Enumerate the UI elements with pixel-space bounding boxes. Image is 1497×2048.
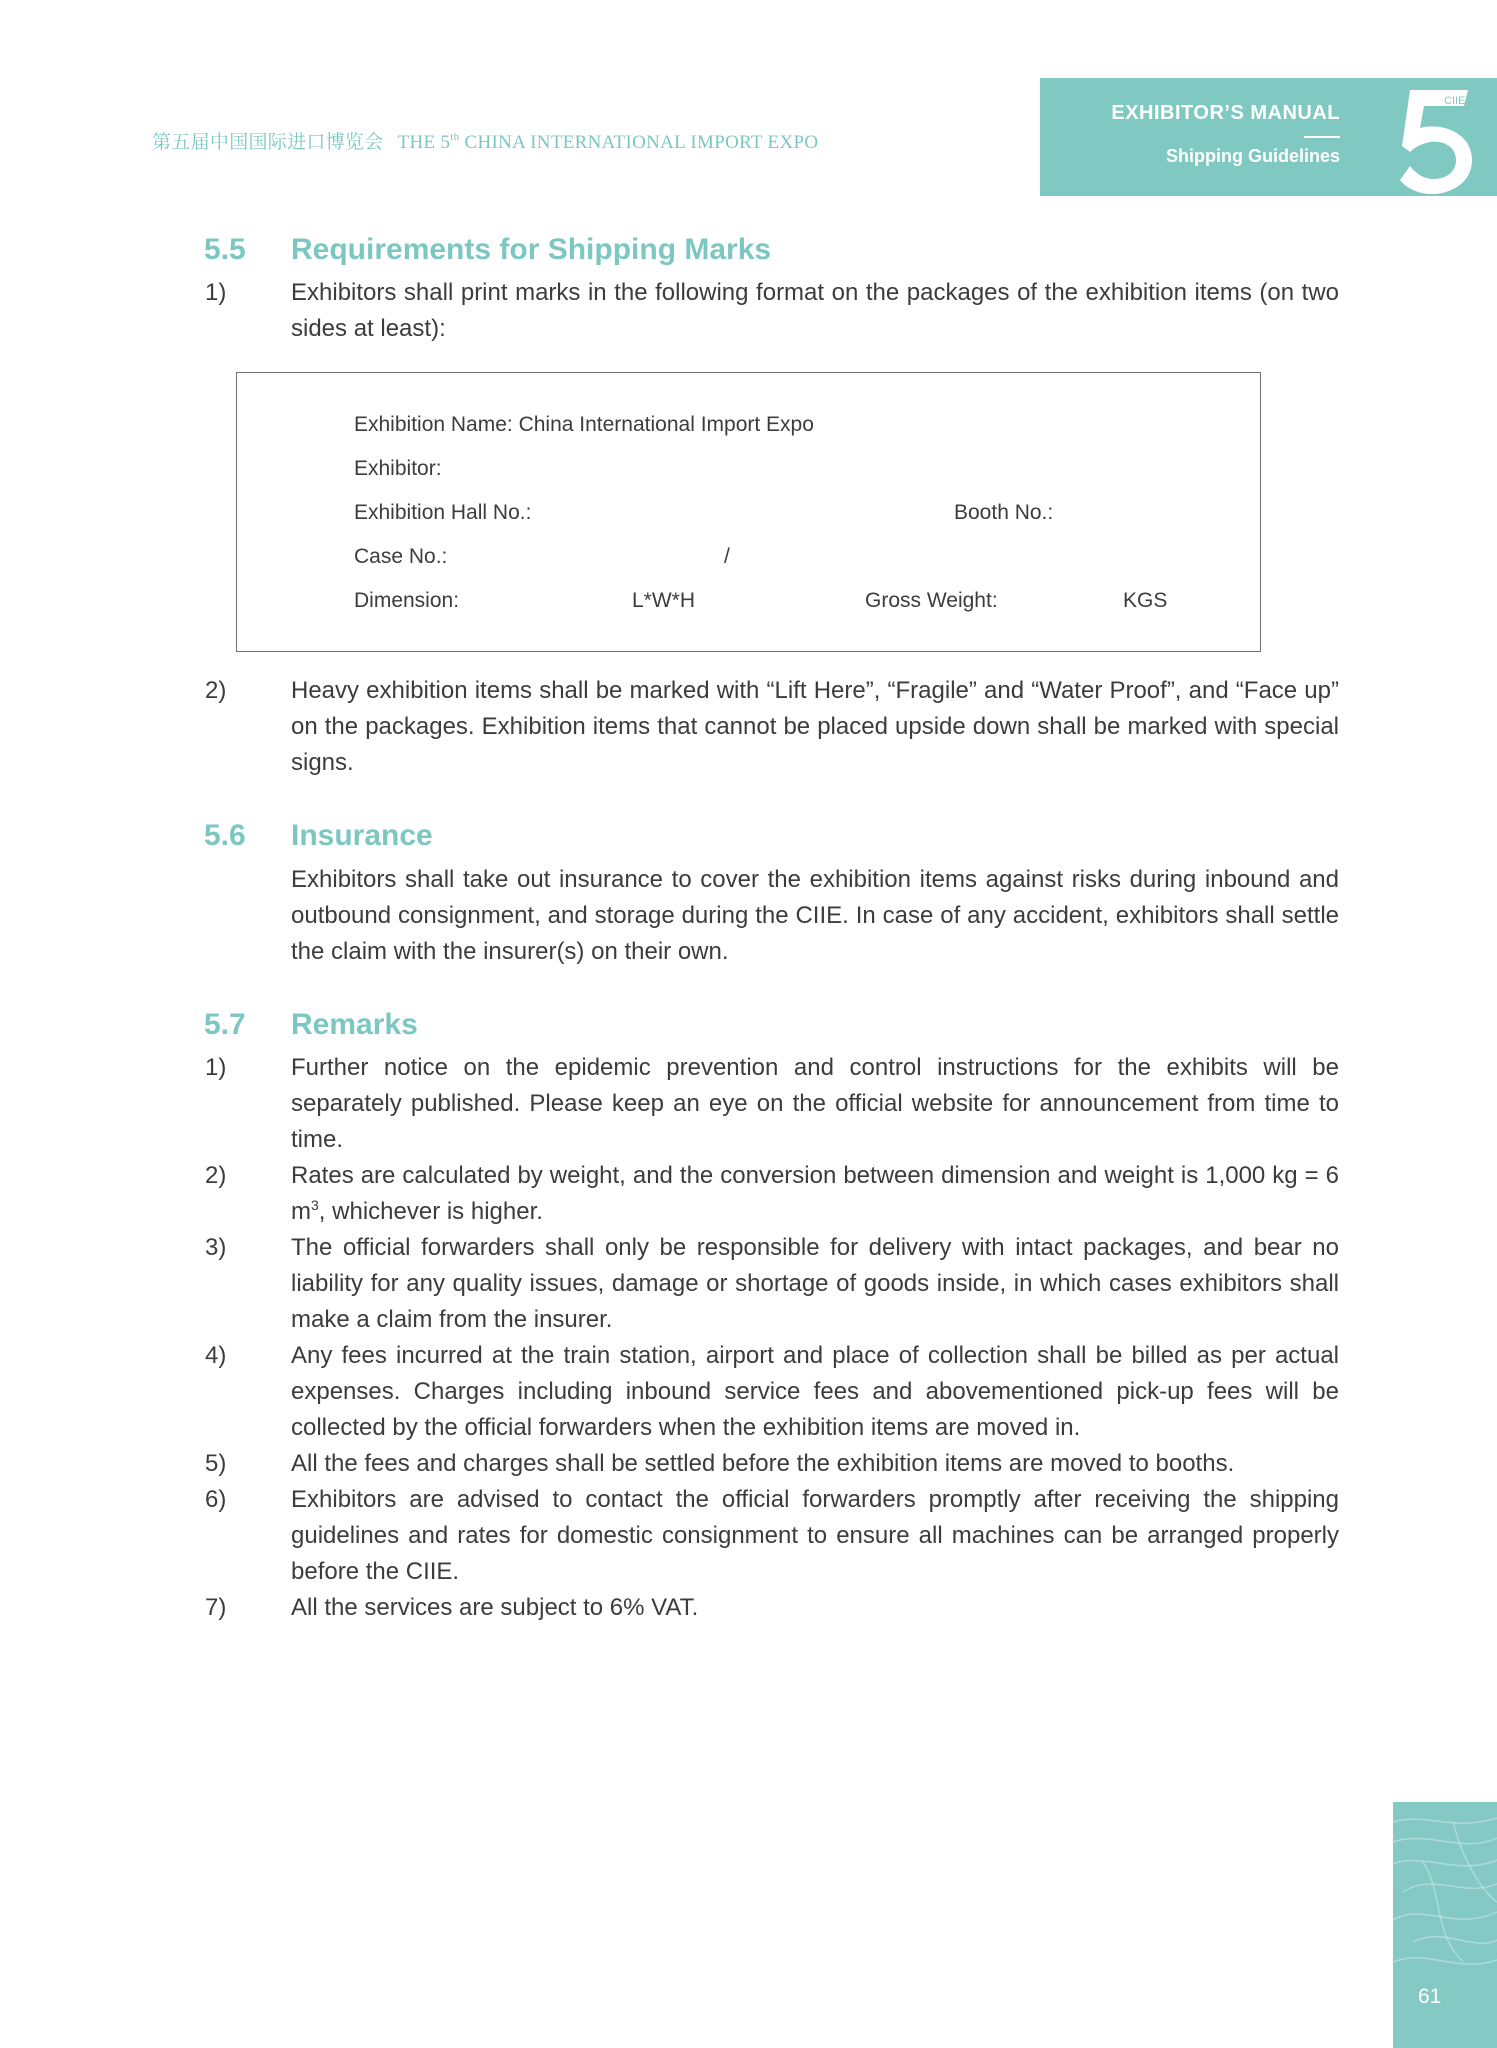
list-item-text: All the services are subject to 6% VAT. <box>291 1594 699 1621</box>
rate-text-pre: Rates are calculated by weight, and the conversion between dimension and weight is 1,000 kg = 6 m <box>291 1162 1339 1225</box>
list-item-text: All the fees and charges shall be settled before the exhibition items are moved to booths. <box>291 1450 1235 1477</box>
section-number-5-5: 5.5 <box>204 233 246 266</box>
terrace-pattern-icon <box>1393 1802 1497 2048</box>
manual-subtitle: Shipping Guidelines <box>1165 146 1340 166</box>
ciie-5-logo-icon <box>1380 82 1492 194</box>
list-number: 5) <box>205 1450 227 1477</box>
mark-exhibition-name: Exhibition Name: China International Import Expo <box>354 413 814 436</box>
list-number: 2) <box>205 1162 227 1189</box>
list-item-text: Heavy exhibition items shall be marked with “Lift Here”, “Fragile” and “Water Proof”, and “Face up” on the packages. Exhibition items that cannot be placed upside down shall be marked with special signs. <box>291 677 1339 776</box>
mark-hall-label: Exhibition Hall No.: <box>354 501 532 524</box>
header-en-title-pre: THE 5 <box>397 132 451 153</box>
shipping-mark-template <box>236 372 1261 652</box>
page-number: 61 <box>1418 1985 1442 2008</box>
header-manual-box <box>1040 78 1497 196</box>
mark-kgs-label: KGS <box>1123 589 1168 612</box>
list-number: 3) <box>205 1234 227 1261</box>
mark-dimension-label: Dimension: <box>354 589 460 612</box>
section-number-5-6: 5.6 <box>204 819 246 852</box>
header-expo-title <box>152 127 818 154</box>
list-number: 6) <box>205 1486 227 1513</box>
header-divider <box>1304 136 1340 138</box>
list-number: 1) <box>205 1054 227 1081</box>
list-number: 4) <box>205 1342 227 1369</box>
section-title-shipping-marks: Requirements for Shipping Marks <box>291 233 772 266</box>
list-item-text: Further notice on the epidemic prevention and control instructions for the exhibits will be separately published. Please keep an eye on the official website for announcement from time to time. <box>291 1054 1339 1153</box>
mark-booth-label: Booth No.: <box>954 501 1054 524</box>
section-title-remarks: Remarks <box>291 1008 418 1041</box>
mark-case-slash: / <box>724 545 730 568</box>
logo-text: CIIE <box>1444 95 1466 107</box>
list-item-text <box>291 1158 1339 1230</box>
manual-title: EXHIBITOR’S MANUAL <box>1111 102 1340 124</box>
header-en-title-sup: th <box>450 131 460 143</box>
rate-text-post: , whichever is higher. <box>318 1198 543 1225</box>
corner-decoration <box>1393 1802 1497 2048</box>
section-title-insurance: Insurance <box>291 819 433 852</box>
header-en-title-post: CHINA INTERNATIONAL IMPORT EXPO <box>459 132 819 153</box>
mark-case-label: Case No.: <box>354 545 448 568</box>
rate-superscript: 3 <box>311 1197 319 1213</box>
list-item-text: Exhibitors shall print marks in the following format on the packages of the exhibition items (on two sides at least): <box>291 279 1339 342</box>
list-number: 2) <box>205 677 227 704</box>
insurance-paragraph: Exhibitors shall take out insurance to cover the exhibition items against risks during inbound and outbound consignment, and storage during the CIIE. In case of any accident, exhibitors shall settle the claim with the insurer(s) on their own. <box>291 866 1339 965</box>
list-item-text: Exhibitors are advised to contact the official forwarders promptly after receiving the shipping guidelines and rates for domestic consignment to ensure all machines can be arranged properly before the CIIE. <box>291 1486 1339 1585</box>
header-cn-title: 第五届中国国际进口博览会 <box>152 131 384 153</box>
list-number: 7) <box>205 1594 227 1621</box>
list-item-text: The official forwarders shall only be responsible for delivery with intact packages, and bear no liability for any quality issues, damage or shortage of goods inside, in which cases exhibitors shall make a claim from the insurer. <box>291 1234 1339 1333</box>
mark-exhibitor-label: Exhibitor: <box>354 457 442 480</box>
list-item-text: Any fees incurred at the train station, airport and place of collection shall be billed as per actual expenses. Charges including inbound service fees and abovementioned pick-up fees will be collected by the official forwarders when the exhibition items are moved in. <box>291 1342 1339 1441</box>
section-number-5-7: 5.7 <box>204 1008 246 1041</box>
mark-lwh-label: L*W*H <box>632 589 696 612</box>
mark-gross-weight-label: Gross Weight: <box>865 589 998 612</box>
list-number: 1) <box>205 279 227 306</box>
